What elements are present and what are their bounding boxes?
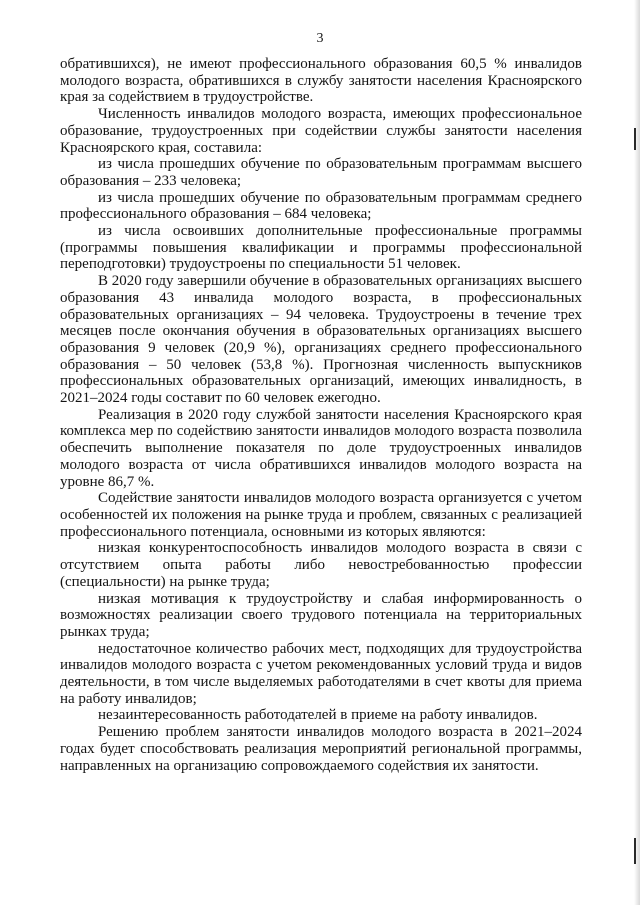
- list-item-insufficient-jobs: недостаточное количество рабочих мест, подходящих для трудоустройства инвалидов молодого возраста с учетом рекомендованных условий труда и видов деятельности, в том числе выделяемых работодателями в счет квоты для приема на работу инвалидов;: [60, 640, 582, 707]
- list-item-secondary-education: из числа прошедших обучение по образовательным программам среднего профессионального образования – 684 человека;: [60, 189, 582, 223]
- paragraph-implementation-2020: Реализация в 2020 году службой занятости населения Красноярского края комплекса мер по содействию занятости инвалидов молодого возраста позволила обеспечить выполнение показателя по доле трудоустроенных инвалидов молодого возраста от числа обратившихся инвалидов молодого возраста на уровне 86,7 %.: [60, 406, 582, 490]
- paragraph-continuation: обратившихся), не имеют профессионального образования 60,5 % инвалидов молодого возраста, обратившихся в службу занятости населения Красноярского края за содействием в трудоустройстве.: [60, 56, 582, 106]
- paragraph-solution: Решению проблем занятости инвалидов молодого возраста в 2021–2024 годах будет способствовать реализация мероприятий региональной программы, направленных на организацию сопровождаемого содействия их занятости.: [60, 724, 582, 774]
- list-item-higher-education: из числа прошедших обучение по образовательным программам высшего образования – 233 человека;: [60, 156, 582, 189]
- paragraph-employment-assistance: Содействие занятости инвалидов молодого возраста организуется с учетом особенностей их положения на рынке труда и проблем, связанных с реализацией профессионального потенциала, основными из которых являются:: [60, 490, 582, 540]
- list-item-low-competitiveness: низкая конкурентоспособность инвалидов молодого возраста в связи с отсутствием опыта работы либо невостребованностью профессии (специальности) на рынке труда;: [60, 540, 582, 590]
- scan-artifact-mark: [634, 838, 636, 864]
- document-body: [60, 56, 582, 774]
- page-number: 3: [316, 31, 324, 46]
- list-item-additional-programs: из числа освоивших дополнительные профессиональные программы (программы повышения квалификации и программы профессиональной переподготовки) трудоустроены по специальности 51 человек.: [60, 223, 582, 273]
- paragraph-graduates-2020: В 2020 году завершили обучение в образовательных организациях высшего образования 43 инвалида молодого возраста, в профессиональных образовательных организациях – 94 человека. Трудоустроены в течение трех месяцев после окончания обучения в образовательных организациях высшего образования 9 человек (20,9 %), организациях среднего профессионального образования – 50 человек (53,8 %). Прогнозная численность выпускников профессиональных образовательных организаций, имеющих инвалидность, в 2021–2024 годы составит по 60 человек ежегодно.: [60, 273, 582, 407]
- paragraph-employed-count: Численность инвалидов молодого возраста, имеющих профессиональное образование, трудоустроенных при содействии службы занятости населения Красноярского края, составила:: [60, 106, 582, 156]
- list-item-employer-disinterest: незаинтересованность работодателей в приеме на работу инвалидов.: [98, 707, 538, 724]
- list-item-low-motivation: низкая мотивация к трудоустройству и слабая информированность о возможностях реализации своего трудового потенциала на территориальных рынках труда;: [60, 590, 582, 640]
- scan-artifact-mark: [634, 128, 636, 150]
